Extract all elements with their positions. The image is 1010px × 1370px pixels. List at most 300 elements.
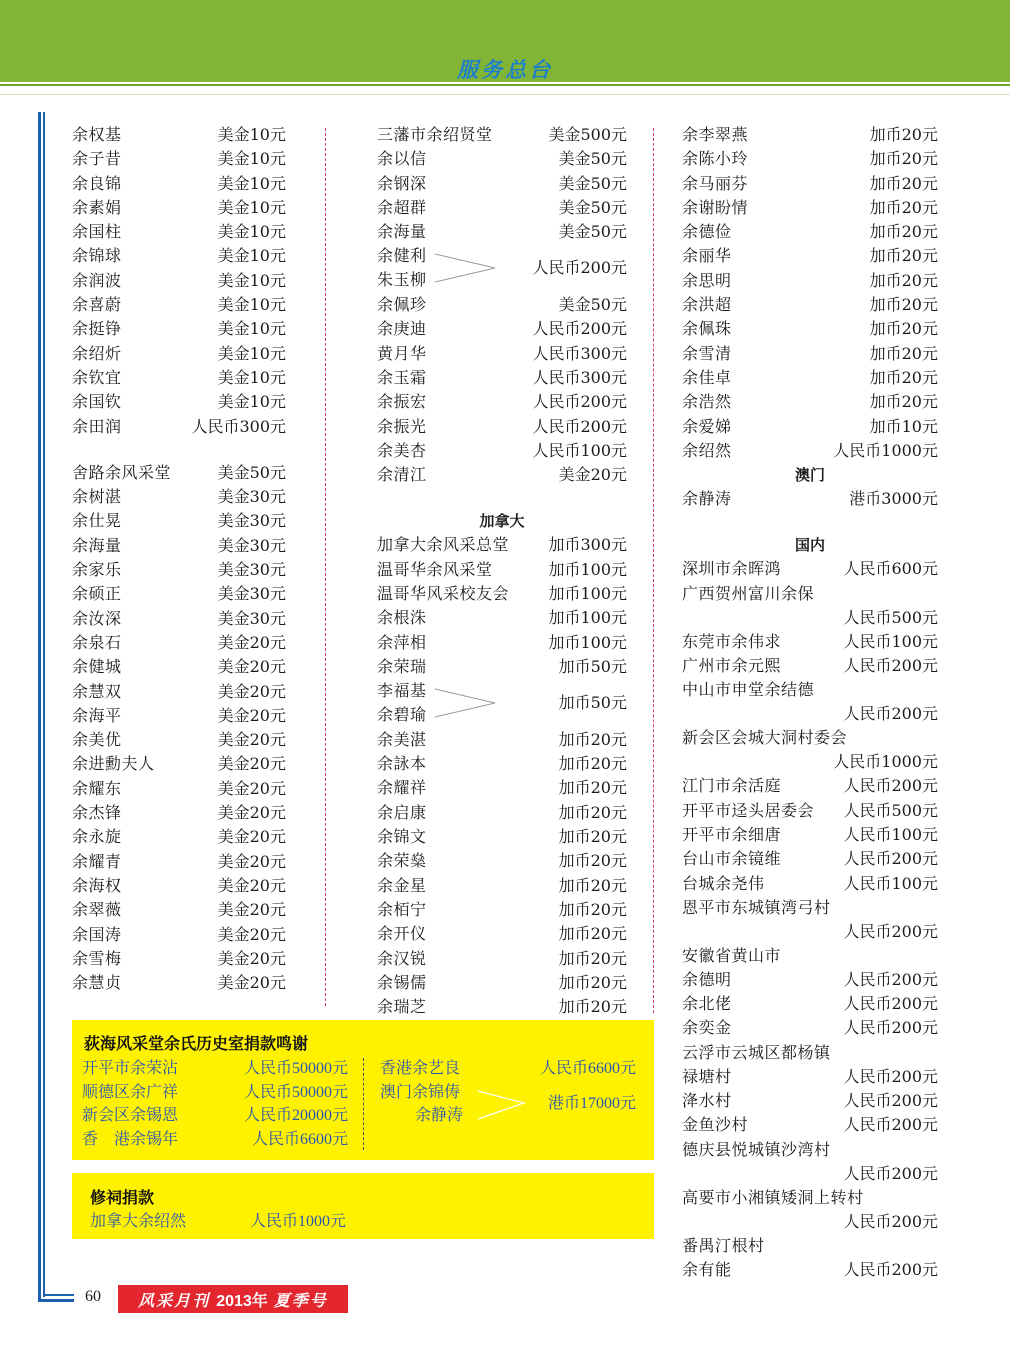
donor-name: 余权基: [72, 125, 122, 144]
donor-row: [72, 317, 286, 341]
donation-amount: 人民币200元: [843, 1115, 938, 1135]
donation-amount: 加币300元: [548, 535, 627, 555]
donation-amount: 人民币200元: [843, 776, 938, 796]
donor-row: [682, 415, 938, 439]
donor-group-macau: [682, 487, 938, 511]
donor-name: 余国柱: [72, 222, 122, 242]
donor-name: 余海平: [72, 705, 122, 725]
donor-name: 黄月华: [377, 343, 427, 363]
donor-name: 余荣瑞: [377, 656, 427, 676]
donation-amount: 美金10元: [217, 246, 286, 266]
donor-row: [682, 774, 938, 798]
frame-line-inner: [43, 112, 45, 1297]
donor-name: 余思明: [682, 270, 732, 290]
donor-row: [377, 874, 627, 898]
donation-amount: 人民币500元: [843, 800, 938, 820]
donor-row: [72, 680, 286, 704]
donor-name: 温哥华风采校友会: [377, 584, 510, 604]
donor-name: 香港余艺良: [380, 1060, 461, 1077]
donation-amount: 加币20元: [558, 899, 627, 919]
donation-amount: 美金10元: [217, 149, 286, 169]
donation-amount: 美金10元: [217, 319, 286, 339]
donor-row: [682, 196, 938, 220]
donor-row: [682, 317, 938, 341]
donor-name: 余耀青: [72, 851, 122, 871]
donation-amount: 加币20元: [869, 392, 938, 412]
donor-name: 余金星: [377, 875, 427, 895]
donation-amount: 美金20元: [217, 657, 286, 677]
donation-amount: 美金10元: [217, 295, 286, 315]
donor-name: 台城余尧伟: [682, 873, 765, 893]
donor-row: [682, 293, 938, 317]
donation-amount: 人民币500元: [843, 607, 938, 627]
donor-row: [377, 533, 627, 557]
donation-amount: 人民币200元: [843, 1091, 938, 1111]
donor-name: 余健城: [72, 657, 122, 677]
donor-row: [72, 947, 286, 971]
donation-amount: 人民币300元: [191, 416, 286, 436]
donor-row: [682, 992, 938, 1016]
donation-amount: 人民币100元: [843, 873, 938, 893]
donor-row: [72, 342, 286, 366]
donation-amount: 加币20元: [558, 875, 627, 895]
donor-name: 余德俭: [682, 222, 732, 242]
donor-row: [72, 196, 286, 220]
donor-name: 加拿大余风采总堂: [377, 535, 510, 555]
donation-amount: 美金10元: [217, 392, 286, 412]
donation-amount: 加币20元: [869, 295, 938, 315]
donor-name: 新会区会城大洞村委会: [682, 728, 848, 748]
donor-row: [377, 995, 627, 1019]
donor-name: 余田润: [72, 416, 122, 436]
donation-amount: 人民币200元: [843, 969, 938, 989]
donor-row: [380, 1057, 636, 1081]
donor-row: [377, 439, 627, 463]
donor-name: 新会区余锡恩: [82, 1107, 179, 1124]
donor-name: 余绍然: [682, 440, 732, 460]
donor-row: [72, 607, 286, 631]
donation-amount: 加币20元: [869, 270, 938, 290]
donor-name: 余健利: [377, 246, 427, 266]
group-gap: [72, 439, 286, 461]
donor-pair-row: [377, 244, 627, 293]
donor-name: 余静涛: [415, 1107, 464, 1124]
donation-amount: 加币20元: [558, 729, 627, 749]
donation-amount: 美金20元: [217, 730, 286, 750]
donation-amount: 加币100元: [548, 559, 627, 579]
donor-row: [377, 172, 627, 196]
donation-amount: 美金20元: [217, 632, 286, 652]
donor-name: 余振光: [377, 416, 427, 436]
donor-row: [72, 582, 286, 606]
donor-name: 余静涛: [682, 489, 732, 509]
acknowledgement-title: 荻海风采堂余氏历史室捐款鸣谢: [84, 1034, 309, 1053]
donor-row: [377, 801, 627, 825]
header-stripe: [0, 84, 1010, 86]
donation-amount: 人民币20000元: [243, 1107, 348, 1124]
magazine-year: 2013年: [216, 1292, 268, 1310]
donation-amount: 人民币6600元: [251, 1130, 348, 1148]
donor-row: [377, 776, 627, 800]
frame-line-bottom-outer: [38, 1299, 74, 1302]
donor-row: [682, 123, 938, 147]
donor-row: [682, 799, 938, 823]
donation-amount: 加币20元: [558, 754, 627, 774]
donor-row: [82, 1104, 348, 1128]
page-section-title: 服务总台: [457, 58, 553, 82]
donor-name: 余锦球: [72, 246, 122, 266]
donation-amount: 美金30元: [217, 560, 286, 580]
donor-name: 余国钦: [72, 392, 122, 412]
donor-group-b: [72, 461, 286, 996]
donation-amount: 人民币200元: [843, 704, 938, 724]
donor-name: 余家乐: [72, 560, 122, 580]
donation-amount: 加币20元: [558, 827, 627, 847]
acknowledgement-box: [72, 1020, 654, 1160]
donation-amount: 加币20元: [558, 924, 627, 944]
donation-amount: 人民币1000元: [833, 752, 938, 772]
donor-name: 余泉石: [72, 632, 122, 652]
donor-region-label: 安徽省黄山市: [682, 945, 782, 965]
donor-group-top: [682, 123, 938, 463]
donor-row: [682, 172, 938, 196]
donor-row: [72, 485, 286, 509]
repair-donation-box: [72, 1173, 654, 1239]
donation-amount: 加币20元: [869, 367, 938, 387]
donor-column-2: [377, 123, 627, 1019]
donation-amount: 人民币200元: [843, 1259, 938, 1279]
donation-amount: 人民币100元: [532, 440, 627, 460]
donor-row: [682, 1258, 938, 1282]
donor-row: [377, 728, 627, 752]
donation-amount: 加币50元: [558, 693, 627, 713]
donation-amount: 人民币300元: [532, 343, 627, 363]
donation-amount: 美金20元: [217, 900, 286, 920]
donation-amount: 人民币200元: [843, 1018, 938, 1038]
donation-amount: 美金50元: [558, 149, 627, 169]
donor-row: [682, 557, 938, 581]
acknowledgement-separator: [363, 1058, 364, 1150]
donation-amount: 美金10元: [217, 173, 286, 193]
donor-row: [82, 1081, 348, 1105]
donor-column-3: [682, 123, 938, 1282]
donation-amount: 美金30元: [217, 535, 286, 555]
donation-amount: 美金20元: [217, 754, 286, 774]
donation-amount: 加币20元: [558, 997, 627, 1017]
donation-amount: 人民币100元: [843, 824, 938, 844]
column-divider-1: [325, 128, 326, 1006]
donor-name: 开平市余荣沾: [82, 1060, 179, 1077]
donor-row: [377, 558, 627, 582]
donor-row: [72, 390, 286, 414]
donor-row: [682, 390, 938, 414]
donation-amount: 人民币200元: [843, 921, 938, 941]
donor-name: 余开仪: [377, 924, 427, 944]
donor-row: [682, 847, 938, 871]
donation-amount: 美金10元: [217, 343, 286, 363]
donor-group-canada-2: [377, 728, 627, 1020]
donor-row: [72, 728, 286, 752]
donor-row: [682, 823, 938, 847]
donor-name: 余海权: [72, 875, 122, 895]
donation-amount: 美金50元: [558, 222, 627, 242]
repair-donation-title: 修祠捐款: [90, 1188, 155, 1207]
donation-amount: 人民币200元: [532, 258, 627, 278]
donor-name: 余喜蔚: [72, 295, 122, 315]
donor-row: [72, 366, 286, 390]
donor-name: 余碧瑜: [377, 705, 427, 725]
donor-row: [682, 269, 938, 293]
donor-row: [72, 631, 286, 655]
donor-row: [682, 1113, 938, 1137]
donation-amount: 人民币200元: [843, 1066, 938, 1086]
donor-row: [82, 1057, 348, 1081]
donor-name: 德庆县悦城镇沙湾村: [682, 1139, 831, 1159]
donor-name: 余以信: [377, 149, 427, 169]
donation-amount: 加币20元: [869, 343, 938, 363]
donor-name: 余汉锐: [377, 948, 427, 968]
donor-row: [72, 220, 286, 244]
donation-amount: 人民币50000元: [243, 1060, 348, 1077]
donor-group-top: [377, 123, 627, 244]
donor-row: [377, 415, 627, 439]
donor-name: 舍路余风采堂: [72, 462, 172, 482]
donation-amount: 人民币200元: [532, 392, 627, 412]
donor-row: [72, 123, 286, 147]
donor-name: 余树湛: [72, 487, 122, 507]
donor-region-label: 云浮市云城区都杨镇: [682, 1042, 831, 1062]
donor-name: 余杰锋: [72, 803, 122, 823]
donor-name: 余陈小玲: [682, 149, 749, 169]
donor-name: 余詠本: [377, 754, 427, 774]
donation-amount: 美金10元: [217, 125, 286, 144]
donor-row: [377, 463, 627, 487]
donor-row: [682, 1089, 938, 1113]
donation-amount: 加币20元: [869, 246, 938, 266]
donor-name: 余仕晃: [72, 511, 122, 531]
donation-amount: 美金20元: [217, 973, 286, 993]
donor-name: 禄塘村: [682, 1066, 732, 1086]
donor-row: [72, 293, 286, 317]
donor-name: 余庚迪: [377, 319, 427, 339]
acknowledgement-left-list: [82, 1057, 348, 1151]
donation-amount: 加币20元: [558, 802, 627, 822]
donor-row: [377, 898, 627, 922]
donation-amount: 美金500元: [548, 125, 627, 144]
donation-amount: 美金20元: [217, 948, 286, 968]
donor-name: 朱玉柳: [377, 270, 427, 290]
donation-amount: 美金20元: [217, 705, 286, 725]
donor-name: 余良锦: [72, 173, 122, 193]
donor-row: [90, 1208, 346, 1231]
donor-name: 余浩然: [682, 392, 732, 412]
donation-amount: 人民币200元: [532, 319, 627, 339]
donation-amount: 人民币200元: [532, 416, 627, 436]
donation-amount: 加币20元: [558, 851, 627, 871]
donor-row: [682, 244, 938, 268]
donor-group-huangshan: [682, 968, 938, 1041]
donor-row: [72, 777, 286, 801]
donor-name: 余硕正: [72, 584, 122, 604]
donor-name: 余美杏: [377, 440, 427, 460]
donation-amount: 美金30元: [217, 487, 286, 507]
donor-name: 余耀东: [72, 778, 122, 798]
donation-amount: 美金20元: [217, 924, 286, 944]
section-heading-canada: 加拿大: [479, 512, 525, 531]
donor-name: 余马丽芬: [682, 173, 749, 193]
donor-row: [682, 1016, 938, 1040]
donation-amount: 美金10元: [217, 197, 286, 217]
donor-name: 余绍炘: [72, 343, 122, 363]
donor-row: [72, 825, 286, 849]
donor-row: [377, 849, 627, 873]
donor-name: 香 港余锡年: [82, 1130, 179, 1148]
donation-amount: 人民币200元: [843, 1211, 938, 1231]
donor-name: 广州市余元熙: [682, 656, 782, 676]
donor-name: 高要市小湘镇矮洞上转村: [682, 1187, 864, 1207]
donor-name: 余锦文: [377, 827, 427, 847]
donor-row: [72, 509, 286, 533]
donor-name: 余北佬: [682, 994, 732, 1014]
frame-line-bottom-inner: [43, 1294, 74, 1296]
group-gap: [377, 487, 627, 509]
donation-amount: 美金30元: [217, 584, 286, 604]
donor-row: [72, 534, 286, 558]
donation-amount: 人民币50000元: [243, 1083, 348, 1101]
donor-row: [377, 366, 627, 390]
donor-name: 余雪梅: [72, 948, 122, 968]
donor-name: 余翠薇: [72, 900, 122, 920]
magazine-badge: [118, 1285, 348, 1313]
donor-row: [682, 654, 938, 678]
donor-row: [377, 317, 627, 341]
donor-row: [72, 874, 286, 898]
donor-name: 余耀祥: [377, 778, 427, 798]
donor-name: 加拿大余绍然: [90, 1213, 187, 1230]
donor-name: 余佳卓: [682, 367, 732, 387]
donor-name: 余汝深: [72, 608, 122, 628]
donation-amount: 加币10元: [869, 416, 938, 436]
donor-group-a: [72, 123, 286, 439]
column-divider-2: [653, 128, 654, 1013]
donor-name: 余德明: [682, 969, 732, 989]
donor-name: 余国涛: [72, 924, 122, 944]
donation-amount: 美金20元: [217, 681, 286, 701]
donor-name: 李福基: [377, 681, 427, 701]
bracket-icon: [431, 246, 501, 290]
donor-row: [72, 461, 286, 485]
donor-row: [377, 147, 627, 171]
donor-row: [377, 825, 627, 849]
donor-group-mid: [377, 293, 627, 487]
donor-name: 余润波: [72, 270, 122, 290]
donor-name: 余进勳夫人: [72, 754, 155, 774]
donor-name: 余李翠燕: [682, 125, 749, 144]
donation-amount: 加币100元: [548, 584, 627, 604]
donation-amount: 美金20元: [558, 465, 627, 485]
donor-row: [377, 123, 627, 147]
donor-name: 余钢深: [377, 173, 427, 193]
donor-row: [377, 606, 627, 630]
donation-amount: 人民币200元: [843, 656, 938, 676]
group-gap: [682, 511, 938, 533]
section-heading-macau: 澳门: [794, 466, 825, 485]
donor-name: 开平市迳头居委会: [682, 800, 815, 820]
donor-name: 江门市余活庭: [682, 776, 782, 796]
donor-column-1: [72, 123, 286, 995]
donor-name: 澳门余锦俦: [380, 1083, 461, 1101]
donor-group-canada: [377, 533, 627, 679]
donor-name: 余子昔: [72, 149, 122, 169]
section-heading-domestic: 国内: [794, 536, 825, 555]
donor-name: 余美湛: [377, 729, 427, 749]
bracket-icon: [474, 1085, 530, 1125]
donor-row: [682, 439, 938, 463]
donation-amount: 加币20元: [869, 149, 938, 169]
donor-row: [682, 342, 938, 366]
donation-amount: 加币20元: [558, 778, 627, 798]
donor-name: 余萍相: [377, 632, 427, 652]
donation-amount: 美金20元: [217, 827, 286, 847]
donor-name: 广西贺州富川余保: [682, 583, 815, 603]
donor-name: 余振宏: [377, 392, 427, 412]
donor-name: 余海量: [377, 222, 427, 242]
donor-name: 余洪超: [682, 295, 732, 315]
magazine-issue: 夏季号: [273, 1290, 328, 1310]
donor-row: [682, 872, 938, 896]
donor-row: [72, 971, 286, 995]
donor-row: [682, 968, 938, 992]
donor-row: [72, 269, 286, 293]
donation-amount: 加币20元: [558, 972, 627, 992]
donor-row: [82, 1128, 348, 1152]
donor-name: 余慧双: [72, 681, 122, 701]
donation-amount: 美金20元: [217, 803, 286, 823]
donation-amount: 加币20元: [869, 197, 938, 217]
donation-amount: 人民币200元: [843, 1163, 938, 1183]
donor-row: [72, 801, 286, 825]
donor-group-domestic: [682, 774, 938, 895]
donor-row: [72, 898, 286, 922]
donation-amount: 美金30元: [217, 608, 286, 628]
donation-amount: 美金20元: [217, 778, 286, 798]
donor-name: 余海量: [72, 535, 122, 555]
donation-amount: 加币20元: [869, 222, 938, 242]
donation-amount: 美金10元: [217, 222, 286, 242]
acknowledgement-right-list: [380, 1057, 636, 1128]
donation-amount: 加币100元: [548, 632, 627, 652]
donation-amount: 加币20元: [869, 125, 938, 144]
donor-name: 余清江: [377, 465, 427, 485]
donor-row: [377, 631, 627, 655]
donor-name: 余超群: [377, 197, 427, 217]
donor-row: [72, 558, 286, 582]
donor-name: 余栢宁: [377, 899, 427, 919]
donor-row: [682, 147, 938, 171]
donor-name: 余钦宜: [72, 367, 122, 387]
donor-row: [72, 415, 286, 439]
donor-row: [377, 947, 627, 971]
donation-amount: 港币17000元: [547, 1094, 636, 1112]
donor-row: [72, 172, 286, 196]
donor-row: [682, 487, 938, 511]
donor-row: [377, 655, 627, 679]
donation-amount: 美金50元: [558, 295, 627, 315]
donation-amount: 加币50元: [558, 656, 627, 676]
donor-name: 余挺铮: [72, 319, 122, 339]
donor-name: 余有能: [682, 1259, 732, 1279]
donation-amount: 美金20元: [217, 875, 286, 895]
